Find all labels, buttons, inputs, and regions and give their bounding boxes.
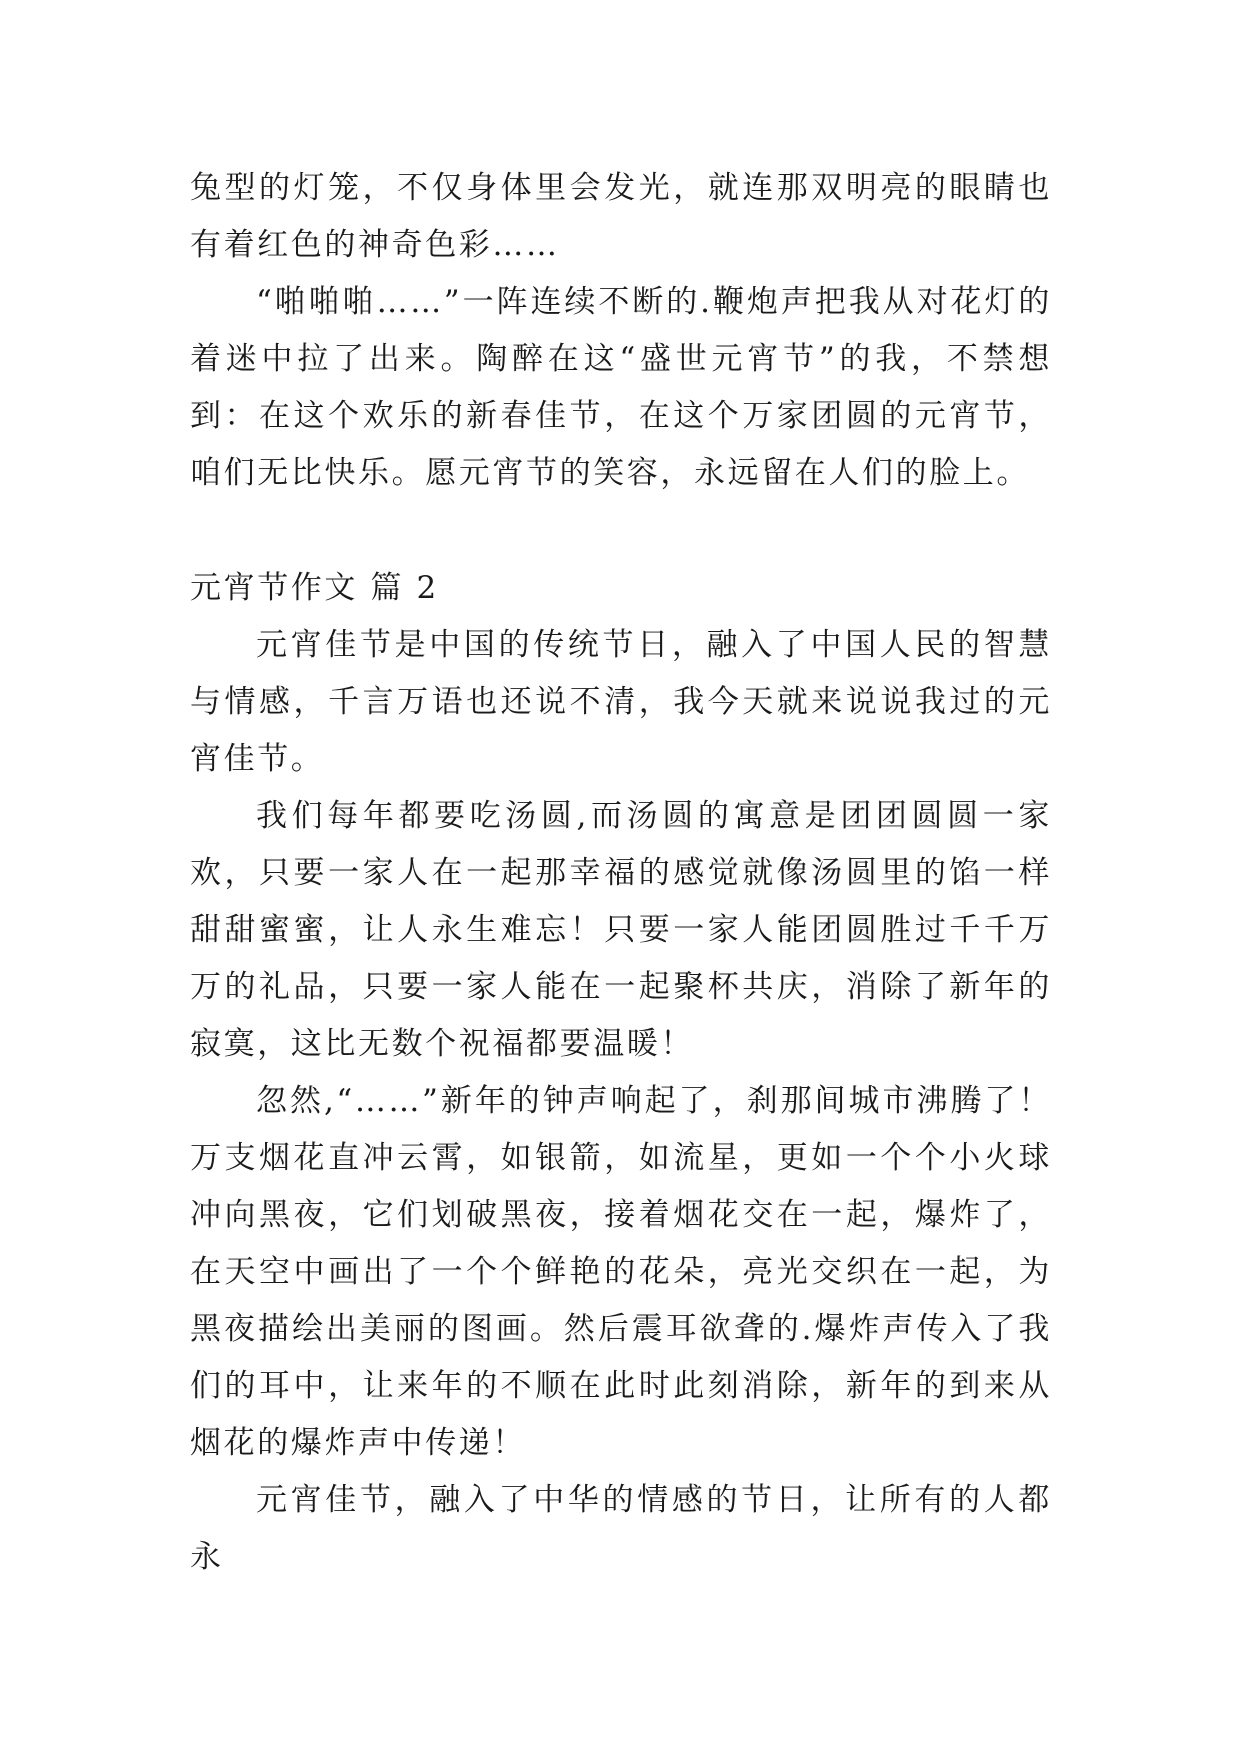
paragraph-continued-1: 兔型的灯笼，不仅身体里会发光，就连那双明亮的眼睛也有着红色的神奇色彩……	[190, 170, 1052, 263]
paragraph-1: 元宵佳节是中国的传统节日，融入了中国人民的智慧与情感，千言万语也还说不清，我今天就来说说我过的元宵佳节。	[190, 627, 1052, 777]
paragraph-continued-2: “啪啪啪……”一阵连续不断的.鞭炮声把我从对花灯的着迷中拉了出来。陶醉在这“盛世元宵节”的我，不禁想到：在这个欢乐的新春佳节，在这个万家团圆的元宵节，咱们无比快乐。愿元宵节的笑容，永远留在人们的脸上。	[190, 284, 1052, 491]
paragraph-3: 忽然,“……”新年的钟声响起了，刹那间城市沸腾了！万支烟花直冲云霄，如银箭，如流星，更如一个个小火球冲向黑夜，它们划破黑夜，接着烟花交在一起，爆炸了，在天空中画出了一个个鲜艳的花朵，亮光交织在一起，为黑夜描绘出美丽的图画。然后震耳欲聋的.爆炸声传入了我们的耳中，让来年的不顺在此时此刻消除，新年的到来从烟花的爆炸声中传递！	[190, 1083, 1052, 1461]
section-title: 元宵节作文 篇 2	[190, 570, 439, 606]
section-spacer	[190, 502, 1052, 560]
document-body	[190, 160, 1052, 1586]
paragraph-2: 我们每年都要吃汤圆,而汤圆的寓意是团团圆圆一家欢，只要一家人在一起那幸福的感觉就像汤圆里的馅一样甜甜蜜蜜，让人永生难忘！只要一家人能团圆胜过千千万万的礼品，只要一家人能在一起聚杯共庆，消除了新年的寂寞，这比无数个祝福都要温暖！	[190, 798, 1052, 1062]
paragraph-4: 元宵佳节，融入了中华的情感的节日，让所有的人都永	[190, 1482, 1052, 1575]
